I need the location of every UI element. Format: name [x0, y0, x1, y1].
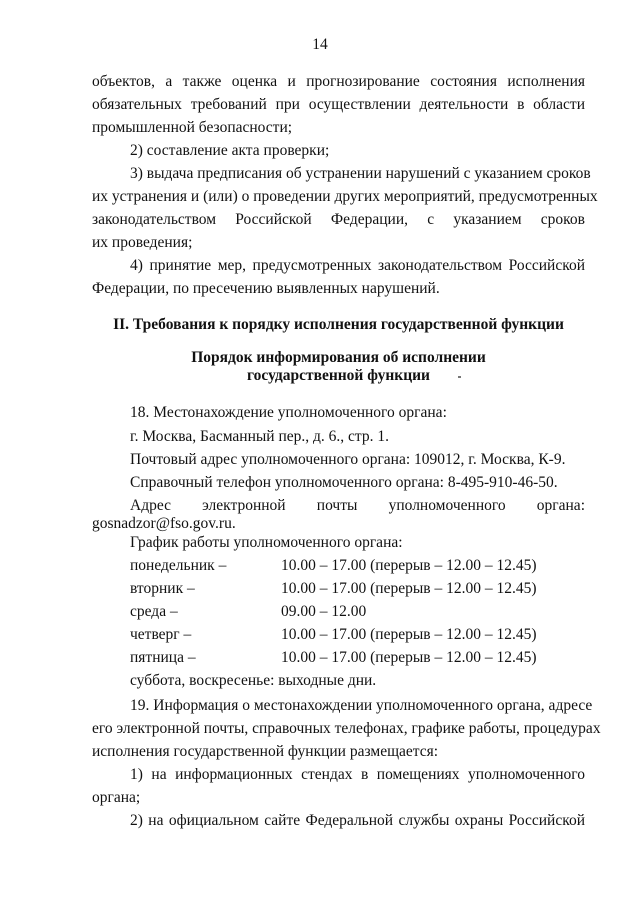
list-item-4-line: 4) принятие мер, предусмотренных законодательством Российской	[130, 257, 585, 274]
list-item-3-line: 3) выдача предписания об устранении нарушений с указанием сроков	[130, 165, 591, 182]
page-number: 14	[312, 36, 328, 53]
email-address: gosnadzor@fso.gov.ru.	[92, 515, 236, 532]
weekend-line: суббота, воскресенье: выходные дни.	[130, 672, 377, 689]
paragraph-line: обязательных требований при осуществлении деятельности в области	[92, 96, 585, 113]
schedule-day: среда –	[130, 603, 178, 620]
schedule-time: 10.00 – 17.00 (перерыв – 12.00 – 12.45)	[281, 557, 537, 574]
schedule-time: 09.00 – 12.00	[281, 603, 367, 620]
list-item-4-line: Федерации, по пресечению выявленных нарушений.	[92, 280, 440, 297]
list-item-3-line: законодательством Российской Федерации, с указанием сроков	[92, 211, 585, 228]
paragraph-19-line: его электронной почты, справочных телефонах, графике работы, процедурах	[92, 720, 601, 737]
subheading-line: Порядок информирования об исполнении	[191, 349, 486, 366]
paragraph-19-item-2-line: 2) на официальном сайте Федеральной службы охраны Российской	[130, 812, 585, 829]
paragraph-line: промышленной безопасности;	[92, 119, 293, 136]
schedule-time: 10.00 – 17.00 (перерыв – 12.00 – 12.45)	[281, 649, 537, 666]
list-item-3-line: их проведения;	[92, 234, 193, 251]
phone-line: Справочный телефон уполномоченного органа: 8-495-910-46-50.	[130, 474, 558, 491]
paragraph-18-line: 18. Местонахождение уполномоченного органа:	[130, 404, 447, 421]
subheading-line: государственной функции	[247, 367, 430, 384]
schedule-day: пятница –	[130, 649, 196, 666]
schedule-heading: График работы уполномоченного органа:	[130, 534, 403, 551]
list-item-3-line: их устранения и (или) о проведении других мероприятий, предусмотренных	[92, 188, 598, 205]
section-heading: II. Требования к порядку исполнения государственной функции	[113, 316, 564, 333]
paragraph-19-line: исполнения государственной функции размещается:	[92, 743, 439, 760]
schedule-day: понедельник –	[130, 557, 227, 574]
list-item-2: 2) составление акта проверки;	[130, 142, 330, 159]
schedule-day: четверг –	[130, 626, 192, 643]
scan-speck	[458, 376, 461, 378]
email-label-line: Адрес электронной почты уполномоченного органа:	[130, 497, 585, 514]
postal-address-line: Почтовый адрес уполномоченного органа: 109012, г. Москва, К-9.	[130, 451, 566, 468]
schedule-time: 10.00 – 17.00 (перерыв – 12.00 – 12.45)	[281, 580, 537, 597]
paragraph-19-item-1-line: 1) на информационных стендах в помещениях уполномоченного	[130, 766, 585, 783]
schedule-time: 10.00 – 17.00 (перерыв – 12.00 – 12.45)	[281, 626, 537, 643]
address-line: г. Москва, Басманный пер., д. 6., стр. 1.	[130, 428, 389, 445]
paragraph-19-item-1-line: органа;	[92, 789, 141, 806]
schedule-day: вторник –	[130, 580, 195, 597]
paragraph-19-line: 19. Информация о местонахождении уполномоченного органа, адресе	[130, 697, 593, 714]
paragraph-line: объектов, а также оценка и прогнозирование состояния исполнения	[92, 73, 585, 90]
